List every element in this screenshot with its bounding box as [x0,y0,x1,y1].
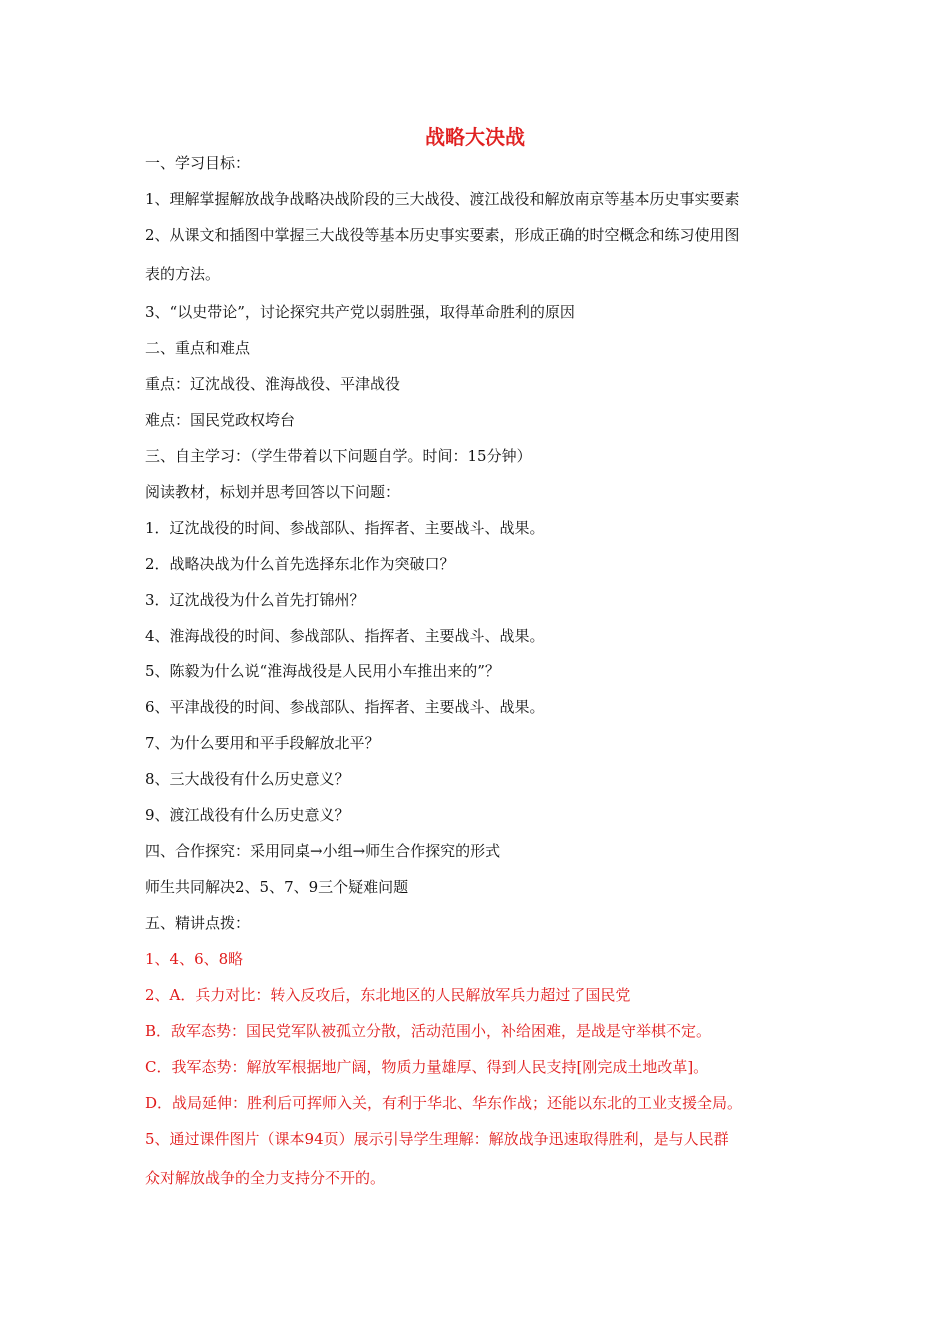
text-line: 1．辽沈战役的时间、参战部队、指挥者、主要战斗、战果。 [145,519,545,537]
text-line: 8、三大战役有什么历史意义？ [145,770,350,788]
text-line: 难点：国民党政权垮台 [145,411,296,429]
text-line: 9、渡江战役有什么历史意义？ [145,806,350,824]
text-line: 三、自主学习：（学生带着以下问题自学。时间：15分钟） [145,447,532,465]
text-line: 一、学习目标： [145,154,251,172]
text-line: 7、为什么要用和平手段解放北平？ [145,734,380,752]
text-line: 四、合作探究：采用同桌→小组→师生合作探究的形式 [145,842,501,860]
text-line: 1、理解掌握解放战争战略决战阶段的三大战役、渡江战役和解放南京等基本历史事实要素 [145,190,740,208]
document-title: 战略大决战 [425,125,525,149]
text-line: 4、淮海战役的时间、参战部队、指挥者、主要战斗、战果。 [145,627,545,645]
text-line: 2．战略决战为什么首先选择东北作为突破口？ [145,555,455,573]
text-line: 3、“以史带论”，讨论探究共产党以弱胜强，取得革命胜利的原因 [145,303,575,321]
text-line: 阅读教材，标划并思考回答以下问题： [145,483,401,501]
text-line: 表的方法。 [145,265,221,283]
text-line: 重点：辽沈战役、淮海战役、平津战役 [145,375,401,393]
text-line: 3．辽沈战役为什么首先打锦州？ [145,591,365,609]
text-line-red: B．敌军态势：国民党军队被孤立分散，活动范围小，补给困难，是战是守举棋不定。 [145,1022,712,1040]
text-line-red: 众对解放战争的全力支持分不开的。 [145,1169,386,1187]
text-line-red: 5、通过课件图片（课本94页）展示引导学生理解：解放战争迅速取得胜利，是与人民群 [145,1130,729,1148]
text-line-red: 2、A．兵力对比：转入反攻后，东北地区的人民解放军兵力超过了国民党 [145,986,631,1004]
text-line: 五、精讲点拨： [145,914,251,932]
text-line: 师生共同解决2、5、7、9三个疑难问题 [145,878,409,896]
text-line: 5、陈毅为什么说“淮海战役是人民用小车推出来的”？ [145,662,500,680]
text-line-red: C．我军态势：解放军根据地广阔，物质力量雄厚、得到人民支持[刚完成土地改革]。 [145,1058,709,1076]
text-line: 6、平津战役的时间、参战部队、指挥者、主要战斗、战果。 [145,698,545,716]
text-line-red: 1、4、6、8略 [145,950,244,968]
text-line: 二、重点和难点 [145,339,251,357]
text-line-red: D．战局延伸：胜利后可挥师入关，有利于华北、华东作战；还能以东北的工业支援全局。 [145,1094,743,1112]
text-line: 2、从课文和插图中掌握三大战役等基本历史事实要素，形成正确的时空概念和练习使用图 [145,226,740,244]
